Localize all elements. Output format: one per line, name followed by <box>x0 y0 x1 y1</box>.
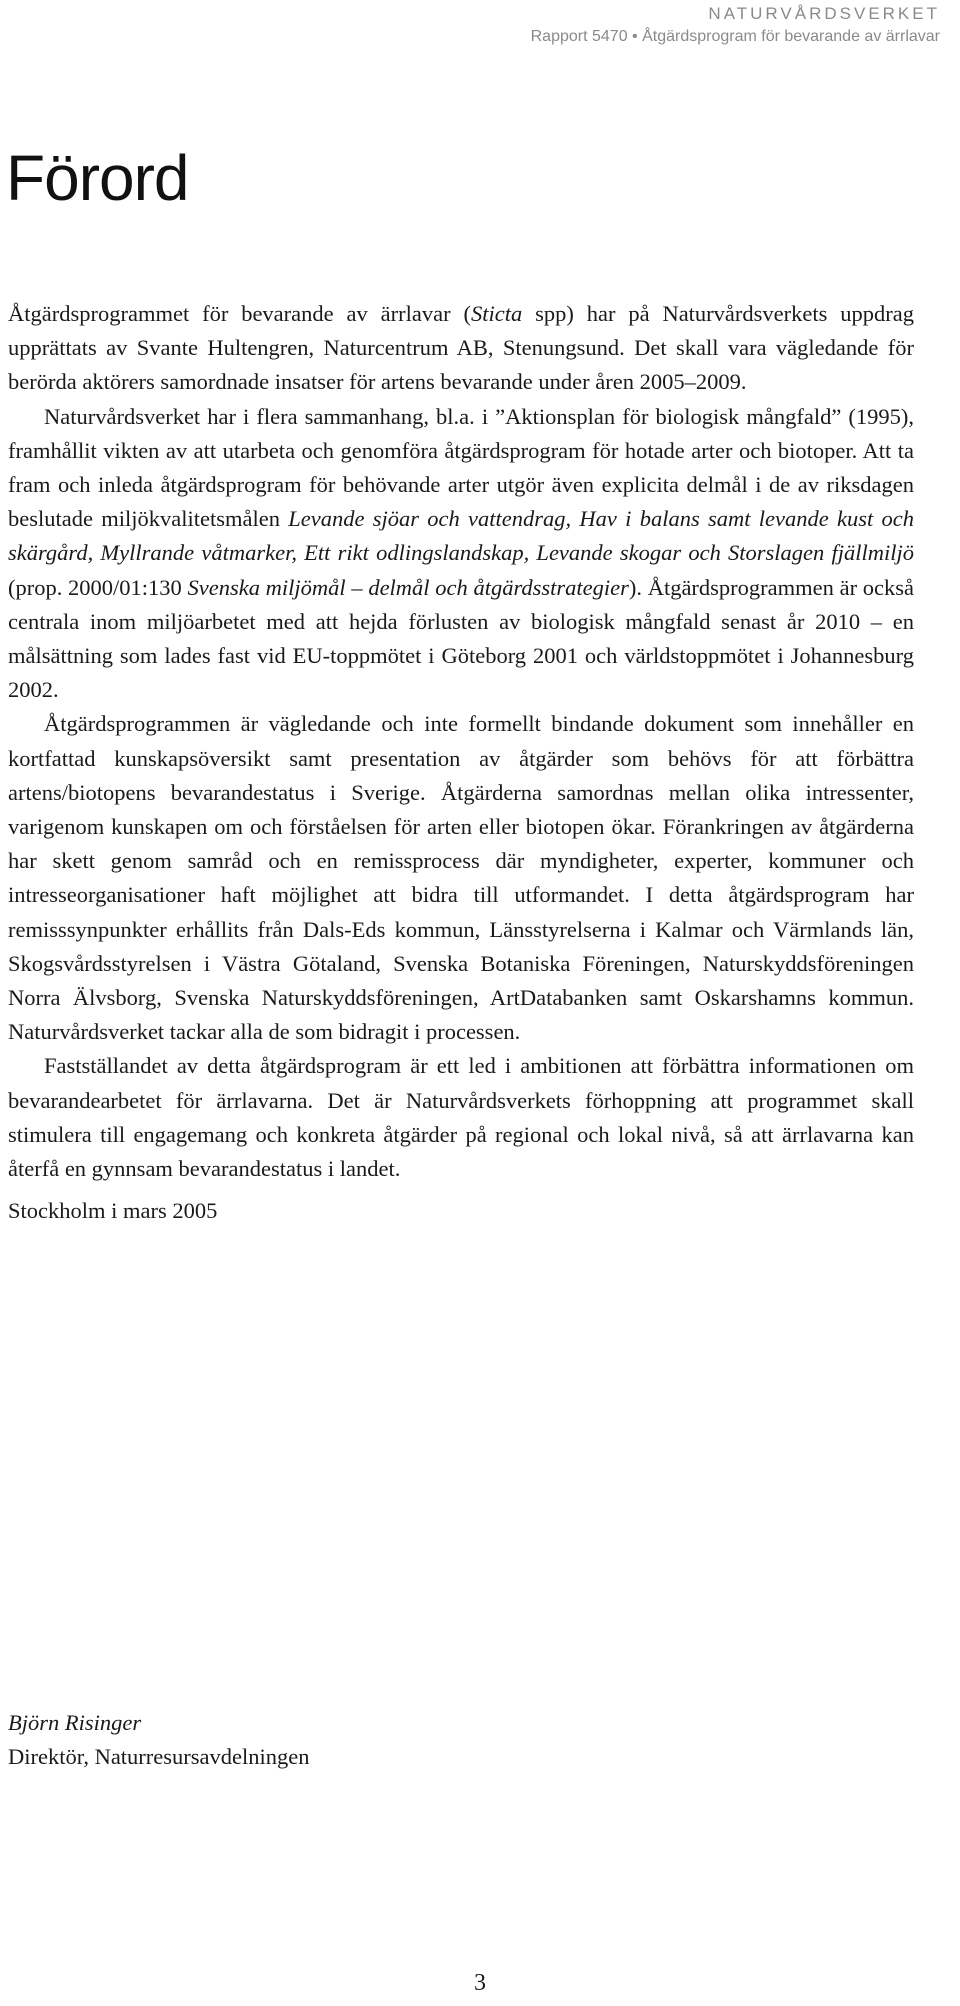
place-date: Stockholm i mars 2005 <box>8 1198 218 1223</box>
body-text <box>8 297 914 1186</box>
header-organization: NATURVÅRDSVERKET <box>708 4 940 23</box>
italic-text: Svenska miljömål – delmål och åtgärdsstrategier <box>187 574 629 600</box>
italic-text: Levande sjöar och vattendrag, Hav i balans samt levande kust och skärgård, Myllrande våtmarker, Ett rikt odlingslandskap, Levande skogar och Storslagen fjällmiljö <box>8 506 914 566</box>
running-header <box>420 2 940 48</box>
header-report-title: Rapport 5470 • Åtgärdsprogram för bevarande av ärrlavar <box>530 28 940 45</box>
italic-text: Sticta <box>470 301 523 326</box>
paragraph-text: Fastställandet av detta åtgärdsprogram är ett led i ambitionen att förbättra informationen om bevarandearbetet för ärrlavarna. Det är Naturvårdsverkets förhoppning att programmet skall stimulera till engagemang och konkreta åtgärder på regional och lokal nivå, så att ärrlavarna kan återfå en gynnsam bevarandestatus i landet. <box>8 1053 914 1182</box>
signature-block <box>8 1706 310 1774</box>
body-paragraph <box>8 400 914 708</box>
page-number: 3 <box>474 1970 486 1996</box>
paragraph-text: Naturvårdsverket har i flera sammanhang, bl.a. i ”Aktionsplan för biologisk mångfald” (1995), framhållit vikten av att utarbeta och genomföra åtgärdsprogram för hotade arter och biotoper. Att ta fram och inleda åtgärdsprogram för behövande arter utgör även explicita delmål i de av riksdagen beslutade miljökvalitetsmålen <box>8 403 914 532</box>
body-paragraph <box>8 707 914 1049</box>
body-paragraph <box>8 297 914 400</box>
signatory-role: Direktör, Naturresursavdelningen <box>8 1744 310 1769</box>
page-title: Förord <box>6 142 189 214</box>
paragraph-text: (prop. 2000/01:130 <box>8 574 188 600</box>
paragraph-text: Åtgärdsprogrammen är vägledande och inte formellt bindande dokument som innehåller en kortfattad kunskapsöversikt samt presentation av åtgärder som behövs för att förbättra artens/biotopens bevarandestatus i Sverige. Åtgärderna samordnas mellan olika intressenter, varigenom kunskapen om och förståelsen för arten eller biotopen ökar. Förankringen av åtgärderna har skett genom samråd och en remissprocess där myndigheter, experter, kommuner och intresseorganisationer haft möjlighet att bidra till utformandet. I detta åtgärdsprogram har remisssynpunkter erhållits från Dals-Eds kommun, Länsstyrelserna i Kalmar och Värmlands län, Skogsvårdsstyrelsen i Västra Götaland, Svenska Botaniska Föreningen, Naturskyddsföreningen Norra Älvsborg, Svenska Naturskyddsföreningen, ArtDatabanken samt Oskarshamns kommun. Naturvårdsverket tackar alla de som bidragit i processen. <box>8 711 914 1045</box>
paragraph-text: spp) har på Naturvårdsverkets uppdrag upprättats av Svante Hultengren, Naturcentrum AB, Stenungsund. Det skall vara vägledande för berörda aktörers samordnade insatser för artens bevarande under åren 2005–2009. <box>8 301 914 395</box>
paragraph-text: Åtgärdsprogrammet för bevarande av ärrlavar ( <box>8 301 471 326</box>
body-paragraph <box>8 1049 914 1186</box>
signatory-name: Björn Risinger <box>8 1710 142 1735</box>
paragraph-text: ). Åtgärdsprogrammen är också centrala inom miljöarbetet med att hejda förlusten av biologisk mångfald senast år 2010 – en målsättning som lades fast vid EU-toppmötet i Göteborg 2001 och världstoppmötet i Johannesburg 2002. <box>8 574 914 703</box>
